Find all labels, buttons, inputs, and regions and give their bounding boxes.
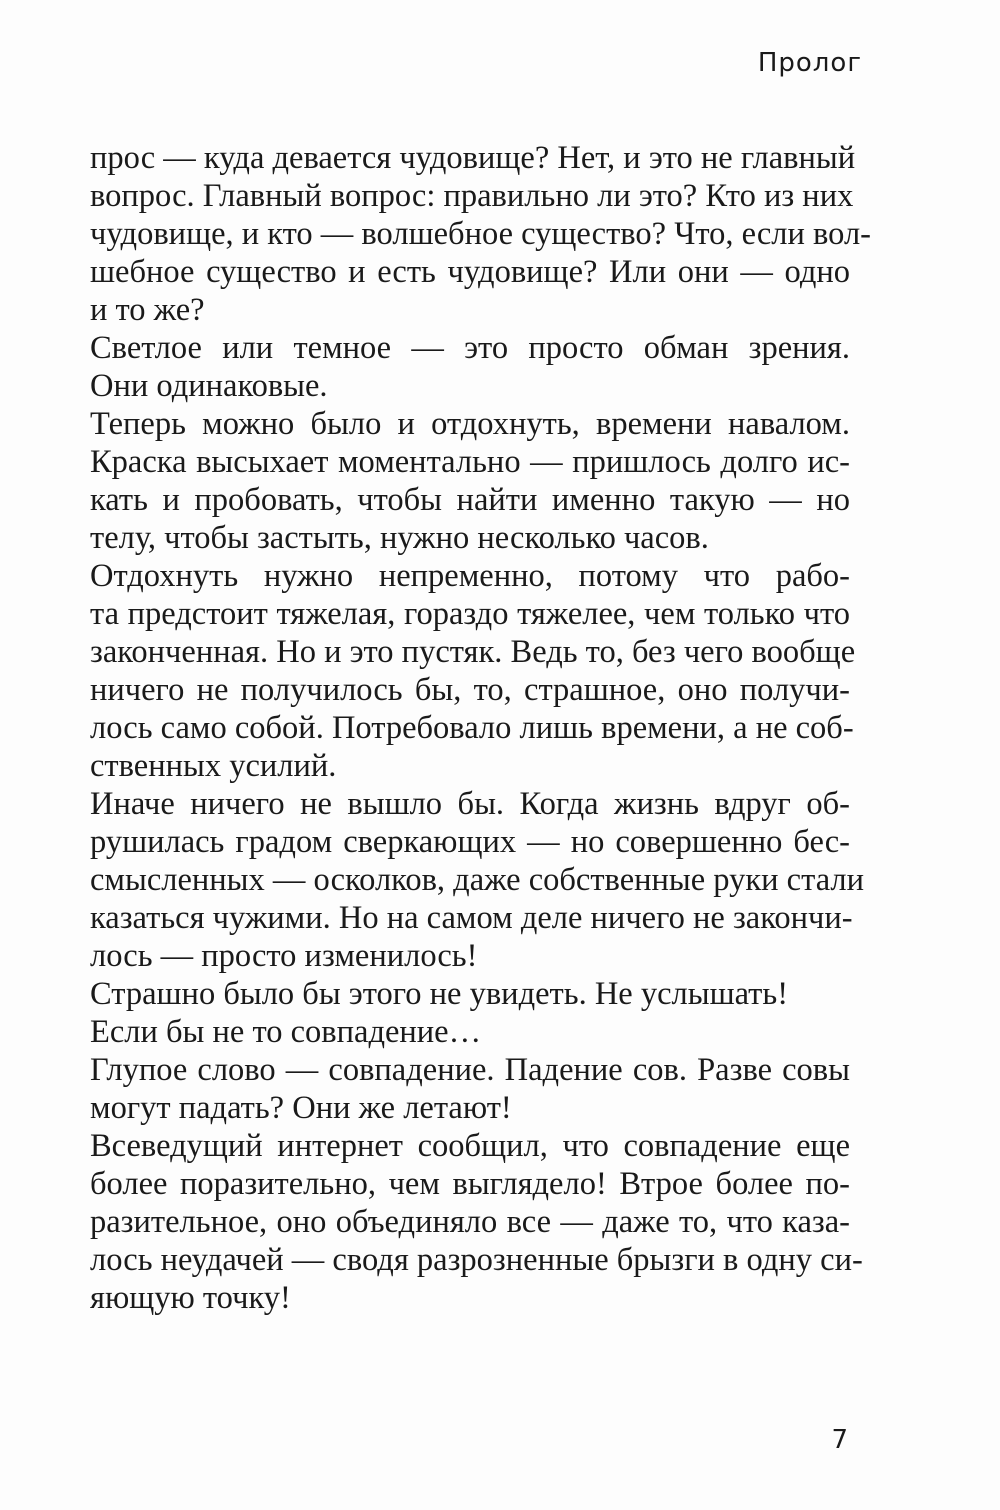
text-line: Глупое слово — совпадение. Падение сов. Разве совы [90,1052,850,1088]
text-line: Всеведущий интернет сообщил, что совпадение еще [90,1128,850,1164]
text-line: телу, чтобы застыть, нужно несколько часов. [90,520,709,556]
text-line: разительное, оно объединяло все — даже то, что каза- [90,1204,850,1240]
text-line: лось неудачей — сводя разрозненные брызги в одну си- [90,1242,863,1278]
text-line: рушилась градом сверкающих — но совершенно бес- [90,824,850,860]
text-line: Светлое или темное — это просто обман зрения. [90,330,850,366]
text-line: шебное существо и есть чудовище? Или они — одно [90,254,850,290]
text-line: ничего не получилось бы, то, страшное, оно получи- [90,672,850,708]
text-line: могут падать? Они же летают! [90,1090,512,1126]
text-line: лось — просто изменилось! [90,938,478,974]
text-line: законченная. Но и это пустяк. Ведь то, без чего вообще [90,634,856,670]
text-line: смысленных — осколков, даже собственные руки стали [90,862,865,898]
text-line: кать и пробовать, чтобы найти именно такую — но [90,482,850,518]
text-line: Они одинаковые. [90,368,328,404]
page-number: 7 [831,1425,848,1455]
text-line: Краска высыхает моментально — пришлось долго ис- [90,444,850,480]
text-line: ственных усилий. [90,748,337,784]
text-line: вопрос. Главный вопрос: правильно ли это? Кто из них [90,178,854,214]
text-line: и то же? [90,292,205,328]
text-line: Иначе ничего не вышло бы. Когда жизнь вдруг об- [90,786,850,822]
text-line: более поразительно, чем выглядело! Втрое более по- [90,1166,850,1202]
body-text [90,139,871,1317]
text-line: Если бы не то совпадение… [90,1014,482,1050]
text-line: та предстоит тяжелая, гораздо тяжелее, чем только что [90,596,850,632]
text-line: прос — куда девается чудовище? Нет, и это не главный [90,140,856,176]
text-line: яющую точку! [90,1280,291,1316]
text-line: лось само собой. Потребовало лишь времени, а не соб- [90,710,854,746]
running-head: Пролог [757,48,862,78]
text-line: Страшно было бы этого не увидеть. Не услышать! [90,976,789,1012]
text-line: казаться чужими. Но на самом деле ничего не закончи- [90,900,853,936]
text-line: чудовище, и кто — волшебное существо? Что, если вол- [90,216,871,252]
text-line: Отдохнуть нужно непременно, потому что рабо- [90,558,850,594]
text-line: Теперь можно было и отдохнуть, времени навалом. [90,406,850,442]
